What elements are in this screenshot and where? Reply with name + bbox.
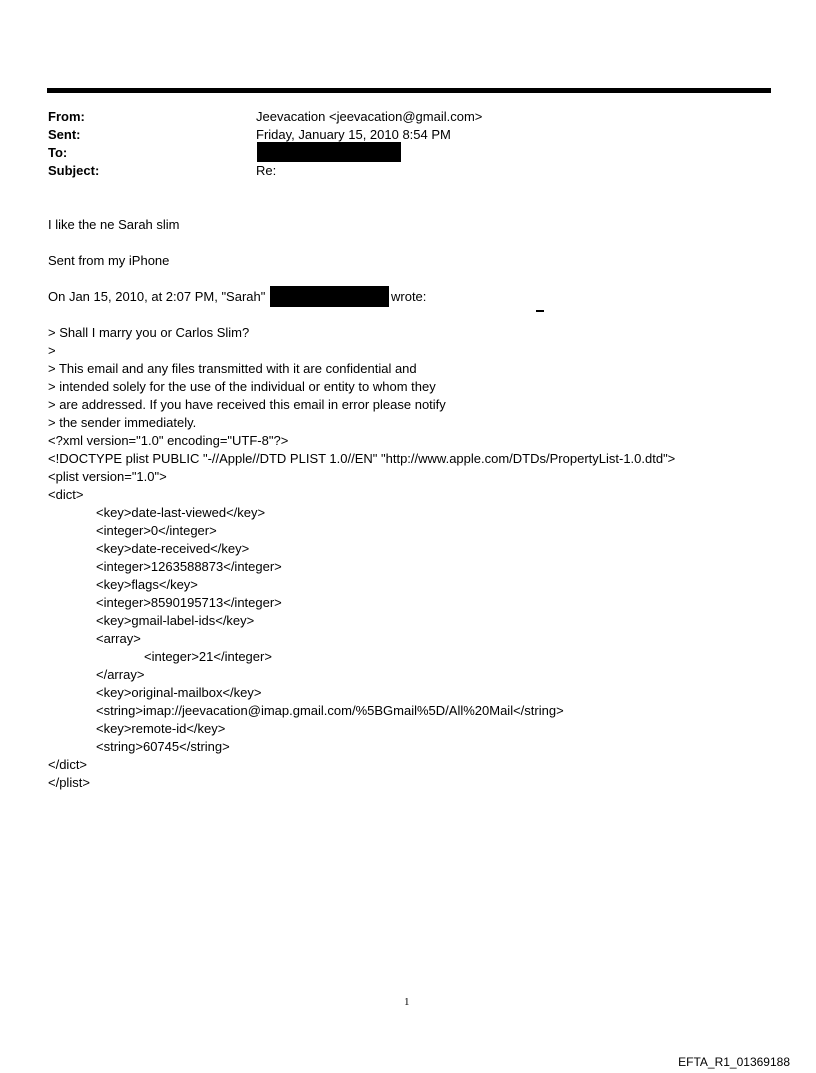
message-line-2: Sent from my iPhone [48,253,170,268]
subject-value: Re: [256,163,277,178]
plist-line: <key>flags</key> [96,577,198,592]
subject-label: Subject: [48,163,100,178]
quote-intro-b: wrote: [391,289,427,304]
plist-line: <key>date-received</key> [96,541,250,556]
stray-mark [536,310,544,312]
plist-line: <!DOCTYPE plist PUBLIC "-//Apple//DTD PLIST 1.0//EN" "http://www.apple.com/DTDs/PropertyList-1.0.dtd"> [48,451,676,466]
header-rule [47,88,771,93]
sent-label: Sent: [48,127,81,142]
plist-line: <key>gmail-label-ids</key> [96,613,255,628]
sent-value: Friday, January 15, 2010 8:54 PM [256,127,451,142]
quoted-line: > intended solely for the use of the individual or entity to whom they [48,379,436,394]
quoted-line: > the sender immediately. [48,415,197,430]
plist-line: <integer>8590195713</integer> [96,595,282,610]
plist-line: </array> [96,667,145,682]
quoted-line: > [48,343,56,358]
plist-line: <key>date-last-viewed</key> [96,505,266,520]
plist-line: <integer>21</integer> [144,649,272,664]
to-label: To: [48,145,68,160]
bates-number: EFTA_R1_01369188 [678,1055,790,1069]
plist-line: <string>imap://jeevacation@imap.gmail.com/%5BGmail%5D/All%20Mail</string> [96,703,564,718]
from-label: From: [48,109,85,124]
plist-line: <?xml version="1.0" encoding="UTF-8"?> [48,433,289,448]
plist-line: <integer>0</integer> [96,523,217,538]
plist-line: </dict> [48,757,88,772]
plist-line: <key>remote-id</key> [96,721,226,736]
quoted-line: > are addressed. If you have received this email in error please notify [48,397,446,412]
message-line-1: I like the ne Sarah slim [48,217,180,232]
plist-line: <dict> [48,487,84,502]
from-value: Jeevacation <jeevacation@gmail.com> [256,109,483,124]
plist-line: <key>original-mailbox</key> [96,685,262,700]
plist-line: <plist version="1.0"> [48,469,167,484]
to-redaction [257,142,401,162]
plist-line: <integer>1263588873</integer> [96,559,282,574]
quoted-line: > Shall I marry you or Carlos Slim? [48,325,250,340]
quoted-line: > This email and any files transmitted with it are confidential and [48,361,417,376]
plist-line: </plist> [48,775,90,790]
plist-line: <string>60745</string> [96,739,230,754]
plist-line: <array> [96,631,141,646]
quote-intro-a: On Jan 15, 2010, at 2:07 PM, "Sarah" [48,289,266,304]
page-number: 1 [404,996,410,1008]
sender-email-redaction [270,286,389,307]
